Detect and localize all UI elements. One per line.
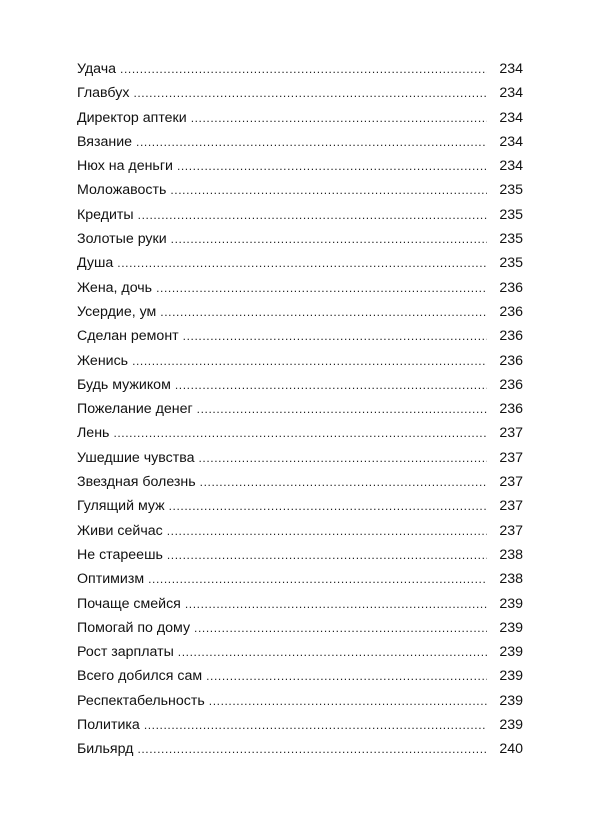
toc-entry-page: 234 (499, 61, 523, 77)
toc-entry (77, 57, 523, 81)
toc-entry-title: Рост зарплаты (77, 644, 174, 661)
toc-leader-dots (197, 397, 487, 421)
toc-entry-title: Живи сейчас (77, 522, 163, 539)
toc-entry-page: 234 (499, 85, 523, 102)
toc-entry (77, 713, 523, 737)
toc-entry (77, 737, 523, 761)
toc-entry-title: Директор аптеки (77, 109, 187, 126)
toc-entry (77, 616, 523, 640)
toc-entry-title: Политика (77, 717, 140, 734)
toc-leader-dots (144, 713, 487, 737)
toc-entry-page: 236 (499, 401, 523, 418)
toc-entry-page: 234 (499, 109, 523, 126)
toc-entry-title: Сделан ремонт (77, 328, 179, 345)
toc-entry-title: Лень (77, 425, 110, 442)
toc-entry-page: 239 (499, 595, 523, 612)
toc-entry (77, 81, 523, 105)
toc-leader-dots (148, 567, 487, 591)
toc-entry (77, 446, 523, 470)
toc-entry (77, 178, 523, 202)
toc-entry (77, 397, 523, 421)
toc-entry-page: 236 (499, 303, 523, 320)
toc-entry-title: Будь мужиком (77, 376, 171, 393)
toc-entry-page: 236 (499, 279, 523, 296)
toc-leader-dots (183, 324, 487, 348)
toc-entry-page: 237 (499, 449, 523, 466)
toc-entry-page: 238 (499, 546, 523, 563)
toc-entry (77, 349, 523, 373)
toc-leader-dots (156, 276, 487, 300)
toc-leader-dots (171, 227, 487, 251)
toc-entry (77, 567, 523, 591)
toc-entry (77, 592, 523, 616)
toc-leader-dots (132, 349, 487, 373)
toc-leader-dots (138, 203, 487, 227)
toc-leader-dots (194, 616, 487, 640)
toc-entry (77, 276, 523, 300)
toc-entry-title: Помогай по дому (77, 619, 191, 636)
toc-entry-title: Золотые руки (77, 231, 167, 248)
toc-entry-title: Душа (77, 255, 114, 272)
table-of-contents (77, 57, 523, 762)
toc-entry-page: 239 (499, 644, 523, 661)
toc-leader-dots (206, 664, 487, 688)
toc-entry-title: Пожелание денег (77, 401, 193, 418)
toc-entry-page: 235 (499, 206, 523, 223)
toc-leader-dots (167, 519, 487, 543)
toc-entry-page: 239 (499, 692, 523, 709)
toc-leader-dots (200, 470, 487, 494)
toc-leader-dots (160, 300, 487, 324)
toc-entry (77, 324, 523, 348)
toc-entry-page: 236 (499, 376, 523, 393)
toc-entry (77, 689, 523, 713)
toc-entry-title: Кредиты (77, 206, 134, 223)
toc-entry-title: Почаще смейся (77, 595, 181, 612)
toc-leader-dots (117, 251, 487, 275)
toc-leader-dots (133, 81, 487, 105)
toc-leader-dots (113, 421, 487, 445)
toc-entry-page: 236 (499, 328, 523, 345)
toc-entry-title: Жена, дочь (77, 279, 153, 296)
toc-leader-dots (198, 446, 487, 470)
toc-leader-dots (169, 494, 487, 518)
toc-leader-dots (167, 543, 487, 567)
toc-entry (77, 421, 523, 445)
toc-entry-page: 237 (499, 425, 523, 442)
toc-entry (77, 227, 523, 251)
toc-entry-title: Всего добился сам (77, 668, 203, 685)
toc-entry-page: 237 (499, 498, 523, 515)
toc-entry (77, 470, 523, 494)
toc-entry (77, 130, 523, 154)
toc-entry (77, 494, 523, 518)
toc-entry (77, 373, 523, 397)
toc-entry-page: 239 (499, 668, 523, 685)
toc-entry (77, 251, 523, 275)
toc-leader-dots (120, 57, 487, 81)
toc-entry-title: Звездная болезнь (77, 474, 196, 491)
toc-entry-title: Главбух (77, 85, 130, 102)
toc-entry-title: Удача (77, 61, 117, 77)
toc-entry-title: Бильярд (77, 741, 134, 758)
toc-entry-page: 235 (499, 255, 523, 272)
toc-entry-page: 235 (499, 182, 523, 199)
toc-entry-page: 235 (499, 231, 523, 248)
toc-leader-dots (170, 178, 487, 202)
toc-entry-title: Моложавость (77, 182, 167, 199)
toc-entry (77, 543, 523, 567)
toc-entry (77, 519, 523, 543)
toc-leader-dots (137, 737, 487, 761)
toc-entry-title: Вязание (77, 133, 133, 150)
toc-entry-title: Нюх на деньги (77, 158, 173, 175)
toc-leader-dots (209, 689, 487, 713)
toc-leader-dots (177, 154, 487, 178)
toc-leader-dots (185, 592, 487, 616)
toc-entry-title: Гулящий муж (77, 498, 165, 515)
toc-entry (77, 106, 523, 130)
toc-entry-title: Не стареешь (77, 546, 163, 563)
toc-entry-page: 240 (499, 741, 523, 758)
toc-leader-dots (175, 373, 487, 397)
toc-entry-title: Оптимизм (77, 571, 145, 588)
toc-entry-title: Женись (77, 352, 129, 369)
toc-leader-dots (136, 130, 487, 154)
toc-leader-dots (191, 106, 487, 130)
toc-entry-page: 238 (499, 571, 523, 588)
toc-entry-page: 234 (499, 133, 523, 150)
toc-entry (77, 300, 523, 324)
toc-entry (77, 203, 523, 227)
toc-entry-page: 234 (499, 158, 523, 175)
toc-entry-page: 237 (499, 474, 523, 491)
toc-entry-page: 239 (499, 717, 523, 734)
toc-entry-title: Усердие, ум (77, 303, 157, 320)
toc-entry-page: 239 (499, 619, 523, 636)
toc-entry (77, 154, 523, 178)
toc-entry-title: Ушедшие чувства (77, 449, 195, 466)
toc-entry (77, 664, 523, 688)
toc-entry-page: 237 (499, 522, 523, 539)
toc-entry (77, 640, 523, 664)
toc-leader-dots (178, 640, 487, 664)
toc-entry-title: Респектабельность (77, 692, 205, 709)
toc-entry-page: 236 (499, 352, 523, 369)
